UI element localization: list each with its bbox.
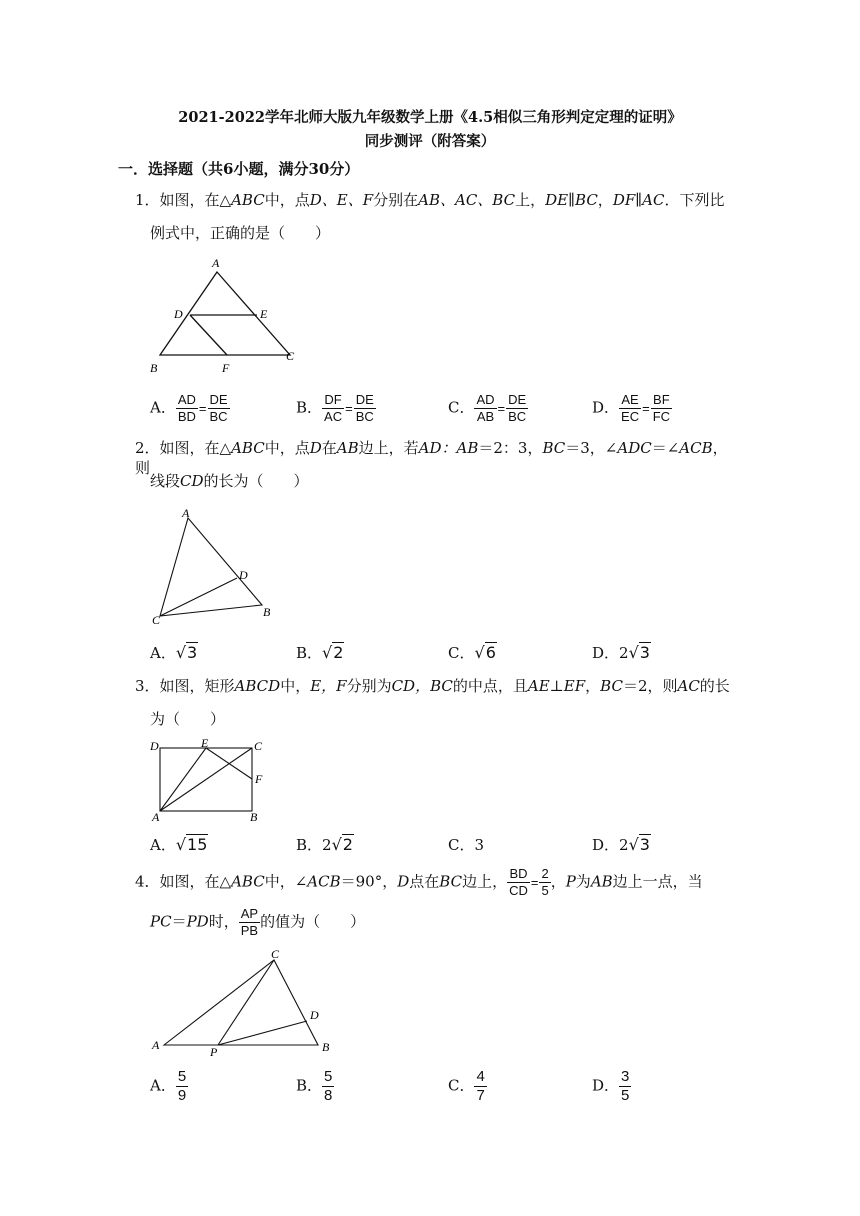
q2-option-d[interactable]: D．2√3 xyxy=(592,643,650,662)
page-title: 2021-2022学年北师大版九年级数学上册《4.5相似三角形判定定理的证明》 xyxy=(178,109,682,126)
label-d: D xyxy=(150,739,159,753)
question-3-figure xyxy=(140,736,275,826)
label-a: A xyxy=(212,256,220,270)
q3-option-d[interactable]: D．2√3 xyxy=(592,835,650,854)
q2-option-a[interactable]: A．√3 xyxy=(150,643,198,662)
segment-ae xyxy=(160,748,206,811)
segment-ac xyxy=(160,748,252,811)
label-d: D xyxy=(239,568,248,582)
label-c: C xyxy=(286,349,295,363)
q3-option-c[interactable]: C．3 xyxy=(448,836,485,854)
label-e: E xyxy=(201,736,209,750)
question-3-text: 3．如图，矩形ABCD中，E，F分别为CD，BC的中点，且AE⊥EF，BC＝2，则AC的长 xyxy=(135,677,730,695)
question-2-figure xyxy=(140,506,280,624)
label-a: A xyxy=(152,810,160,824)
segment-df xyxy=(190,315,227,355)
triangle-abc xyxy=(160,518,262,616)
question-4-text: 4．如图，在△ABC中，∠ACB＝90°，D点在BC边上， $\frac{BD}{CD}$ = $\frac{2}{5}$ ，P为AB边上一点，当 xyxy=(135,866,703,898)
segment-cd xyxy=(160,578,237,616)
q4-option-c[interactable]: C． $\frac{4}{7}$ xyxy=(448,1068,485,1104)
q2-option-c[interactable]: C．√6 xyxy=(448,643,496,662)
label-d: D xyxy=(174,307,183,321)
label-b: B xyxy=(322,1040,330,1054)
label-d: D xyxy=(310,1008,319,1022)
q4-option-b[interactable]: B． $\frac{5}{8}$ xyxy=(296,1068,333,1104)
q3-option-b[interactable]: B．2√2 xyxy=(296,835,353,854)
label-a: A xyxy=(182,506,190,520)
question-3-text-line2: 为（ ） xyxy=(150,710,226,728)
label-b: B xyxy=(263,605,271,619)
question-1-text-line2: 例式中，正确的是（ ） xyxy=(150,224,331,242)
label-p: P xyxy=(210,1045,218,1059)
section-heading: 一．选择题（共6小题，满分30分） xyxy=(118,160,360,178)
q3-option-a[interactable]: A．√15 xyxy=(150,835,208,854)
question-2-text-line2: 线段CD的长为（ ） xyxy=(150,472,309,490)
label-a: A xyxy=(152,1038,160,1052)
page-subtitle: 同步测评（附答案） xyxy=(364,133,496,150)
question-1-figure xyxy=(140,252,310,377)
question-4-figure xyxy=(140,950,340,1060)
q1-option-b[interactable]: B． $\frac{DF}{AC}$ = $\frac{DE}{BC}$ xyxy=(296,392,374,424)
triangle-abc xyxy=(164,960,318,1045)
q2-option-b[interactable]: B．√2 xyxy=(296,643,344,662)
q4-option-a[interactable]: A． $\frac{5}{9}$ xyxy=(150,1068,187,1104)
label-c: C xyxy=(152,613,161,624)
q1-option-c[interactable]: C． $\frac{AD}{AB}$ = $\frac{DE}{BC}$ xyxy=(448,392,527,424)
question-2-text: 2．如图，在△ABC中，点D在AB边上，若AD：AB＝2：3，BC＝3，∠ADC＝∠ACB，则 xyxy=(135,439,728,477)
q1-option-a[interactable]: A． $\frac{AD}{BD}$ = $\frac{DE}{BC}$ xyxy=(150,392,228,424)
question-4-text-line2: PC＝PD时， $\frac{AP}{PB}$ 的值为（ ） xyxy=(150,906,366,938)
q4-option-d[interactable]: D． $\frac{3}{5}$ xyxy=(592,1068,630,1104)
label-c: C xyxy=(254,739,263,753)
q1-option-d[interactable]: D． $\frac{AE}{EC}$ = $\frac{BF}{FC}$ xyxy=(592,392,671,424)
label-f: F xyxy=(222,361,230,375)
question-1-text: 1．如图，在△ABC中，点D、E、F分别在AB、AC、BC上，DE∥BC，DF∥AC．下列比 xyxy=(135,191,725,209)
label-b: B xyxy=(250,810,258,824)
label-b: B xyxy=(150,361,158,375)
label-e: E xyxy=(260,307,268,321)
label-f: F xyxy=(255,772,263,786)
label-c: C xyxy=(271,950,280,961)
